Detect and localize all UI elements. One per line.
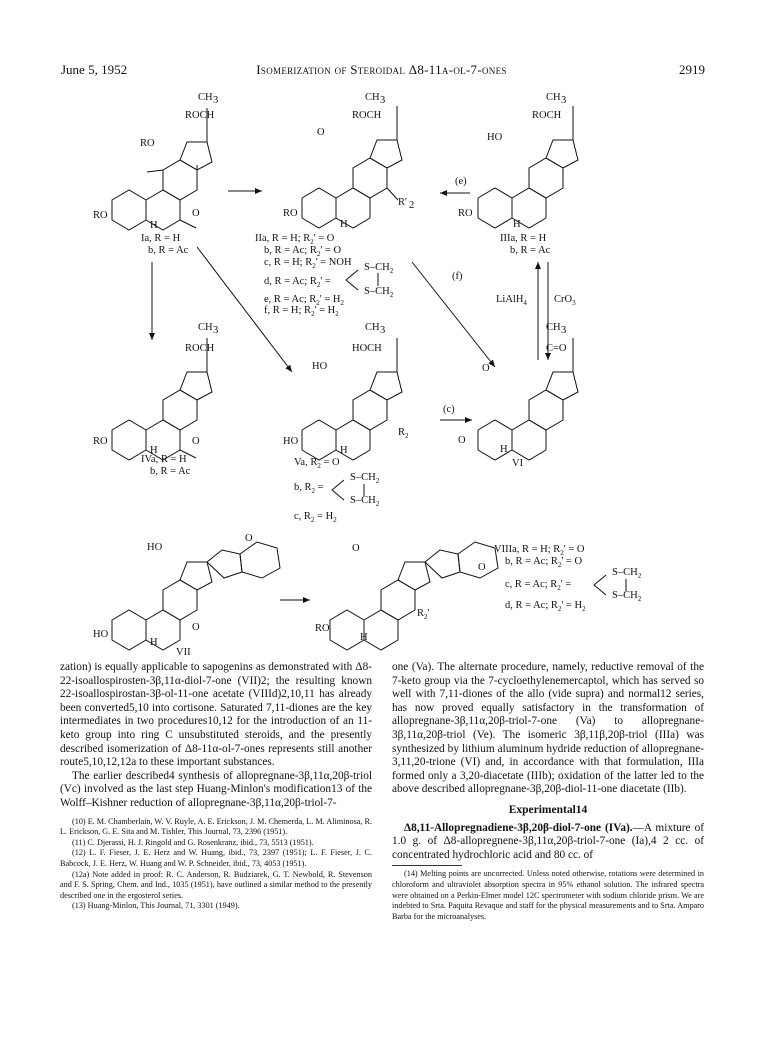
svg-text:HO: HO	[93, 629, 109, 640]
svg-text:(f): (f)	[452, 271, 463, 282]
label-Ia: Ia, R = H	[141, 233, 181, 244]
svg-text:d, R = Ac; R2' = H2: d, R = Ac; $R_2' = H_2$	[505, 600, 586, 613]
svg-text:CH: CH	[198, 322, 213, 333]
svg-text:O: O	[458, 435, 466, 446]
svg-text:H: H	[360, 632, 368, 643]
running-title: Isomerization of Steroidal Δ8-11α-ol-7-ones	[256, 62, 507, 77]
atom-roch-Ia: ROCH	[185, 110, 215, 121]
svg-text:O: O	[245, 533, 253, 544]
page-date: June 5, 1952	[61, 62, 128, 77]
svg-text:IIa, R = H; R2' = O: IIa, R = H; $R_2' = O$	[255, 233, 335, 246]
svg-text:S–CH2: $S-CH_2$	[364, 262, 394, 275]
structure-VII	[112, 542, 280, 650]
compound-name: Δ8,11-Allopregnadiene-3β,20β-diol-7-one (IVa).	[404, 821, 633, 834]
svg-text:H: H	[150, 637, 158, 648]
svg-text:HO: HO	[487, 132, 503, 143]
svg-text:O: O	[192, 208, 200, 219]
svg-text:ROCH: ROCH	[352, 110, 382, 121]
svg-text:CH: CH	[546, 92, 561, 103]
section-title: Experimental14	[508, 803, 588, 816]
svg-text:RO: RO	[93, 210, 108, 221]
svg-text:S–CH2: $S-CH_2$	[350, 495, 380, 508]
svg-text:H: H	[150, 445, 158, 456]
svg-text:H: H	[150, 220, 158, 231]
footnotes	[60, 817, 372, 912]
body-paragraph: one (Va). The alternate procedure, namely, reductive removal of the 7-keto group via the 7-cycloethylenemercaptol, which has served so well with 7,11-diones of the allo (vide supra) and normal12 series, has now proved equally satisfactory in the transformation of allopregnane-3β,11α,20β-triol-7-one (Va) to allopregnane-3β,11α,20β-triol (Ve). The isomeric 3β,11β,20β-triol (IIIa) was synthesized by lithium aluminum hydride reduction of allopregnane-3,11,20-trione (VI) and, in accordance with that formulation, IIIa formed only a 3,20-diacetate (IIIb); oxidation of the latter led to the above described allopregnane-3β,20β-diol-11-one diacetate (IIb).	[392, 661, 704, 796]
svg-text:HO: HO	[312, 361, 328, 372]
svg-text:H: H	[340, 219, 348, 230]
svg-text:S–CH2: $S-CH_2$	[612, 590, 642, 603]
left-column	[60, 661, 372, 912]
footnote-12a: (12a) Note added in proof: R. C. Anderson, R. Budziarek, G. T. Newbold, R. Stevenson and F. S. Spring, Chem. and Ind., 1035 (1951), have outlined a similar method to the presently described one in the ergosterol series.	[60, 869, 372, 900]
svg-text:c, R = Ac; R2' =: c, R = Ac; $R_2'$ =	[505, 579, 572, 592]
svg-text:b, R = Ac: b, R = Ac	[150, 466, 191, 477]
svg-text:IIIa, R = H: IIIa, R = H	[500, 233, 547, 244]
svg-text:RO: RO	[458, 208, 473, 219]
svg-text:ROCH: ROCH	[185, 343, 215, 354]
svg-text:R2: $R_2$	[398, 427, 409, 440]
svg-text:b, R = Ac; R2' = O: b, R = Ac; $R_2' = O$	[264, 245, 342, 258]
footnote-divider	[392, 865, 462, 866]
svg-text:3: 3	[380, 325, 386, 336]
page-number: 2919	[679, 62, 705, 77]
svg-text:VIIIa, R = H; R2' = O: VIIIa, R = H; $R_2' = O$	[494, 544, 585, 557]
svg-text:O: O	[192, 622, 200, 633]
label-Ib: b, R = Ac	[148, 245, 189, 256]
svg-text:R2': $R_2'$	[417, 608, 430, 621]
structure-Va	[302, 338, 402, 460]
structure-VIIIa	[330, 542, 498, 650]
svg-text:O: O	[192, 436, 200, 447]
footnote-10: (10) E. M. Chamberlain, W. V. Ruyle, A. E. Erickson, J. M. Chemerda, L. M. Aliminosa, R. L. Erickson, G. E. Sita and M. Tishler, This Journal, 73, 2396 (1951).	[60, 816, 372, 837]
svg-text:3: 3	[561, 325, 567, 336]
svg-text:O: O	[352, 543, 360, 554]
svg-text:HOCH: HOCH	[352, 343, 382, 354]
svg-text:RO: RO	[283, 208, 298, 219]
svg-text:c, R2 = H2: c, $R_2 = H_2$	[294, 511, 337, 524]
svg-text:H: H	[340, 445, 348, 456]
svg-text:CrO3: CrO$_3$	[554, 294, 576, 307]
svg-text:R': R'	[398, 197, 407, 208]
svg-text:O: O	[482, 363, 490, 374]
svg-text:e, R = Ac; R2' = H2: e, R = Ac; $R_2' = H_2$	[264, 294, 344, 307]
body-paragraph: zation) is equally applicable to sapogenins as demonstrated with Δ8-22-isoallospirosten-3β,11α-diol-7-one (VII)2; the resulting known 22-isoallospirostan-3β-ol-11-one acetate (VIIId)2,10,11 has already been converted5,10 into cortisone. Saturated 7,11-diones are the key intermediates in two procedures10,12 for the introduction of an 11-keto group into ring C unsubstituted steroids, and the presently described isomerization of Δ8-11α-ol-7-ones represents still another route5,10,12,12a to these important substances.	[60, 661, 372, 769]
svg-text:O: O	[478, 562, 486, 573]
structure-VI	[478, 338, 578, 460]
svg-text:b, R2 =: b, $R_2$ =	[294, 482, 324, 495]
atom-ch3-Ia: CH	[198, 92, 213, 103]
footnote-14: (14) Melting points are uncorrected. Unless noted otherwise, rotations were determined in chloroform and ultraviolet absorption spectra in 95% ethanol solution. The infrared spectra were obtained on a Perkin-Elmer model 12C spectrometer with sodium chloride prism. We are indebted to Srta. Paquita Revaque and staff for the physical measurements and to Srta. Amparo Barba for the microanalyses.	[392, 869, 704, 921]
footnote-11: (11) C. Djerassi, H. J. Ringold and G. Rosenkranz, ibid., 73, 5513 (1951).	[72, 837, 314, 847]
svg-text:VI: VI	[512, 458, 524, 469]
svg-text:ROCH: ROCH	[532, 110, 562, 121]
structure-IIa	[302, 106, 402, 228]
svg-text:3: 3	[561, 95, 567, 106]
svg-text:RO: RO	[315, 623, 330, 634]
svg-text:H: H	[500, 444, 508, 455]
svg-text:Va, R2 = O: Va, $R_2 = O$	[294, 457, 340, 470]
right-column	[392, 661, 704, 922]
svg-text:S–CH2: $S-CH_2$	[612, 567, 642, 580]
body-paragraph: The earlier described4 synthesis of allopregnane-3β,11α,20β-triol (Vc) involved as the last step Huang-Minlon's modification13 of the Wolff–Kishner reduction of allopregnane-3β,11α,20β-triol-7-	[60, 769, 372, 809]
svg-text:2: 2	[409, 200, 415, 211]
svg-text:b, R = Ac: b, R = Ac	[510, 245, 551, 256]
svg-text:O: O	[317, 127, 325, 138]
label-VII: VII	[176, 647, 191, 658]
svg-text:S–CH2: $S-CH_2$	[350, 472, 380, 485]
svg-text:b, R = Ac; R2' = O: b, R = Ac; $R_2' = O$	[505, 556, 583, 569]
footnote-12: (12) L. F. Fieser, J. E. Herz and W. Huang, ibid., 73, 2397 (1951); L. F. Fieser, J. C. Babcock, J. E. Herz, W. Huang and W. P. Schneider, ibid., 73, 4053 (1951).	[60, 848, 372, 868]
svg-text:H: H	[513, 219, 521, 230]
svg-text:f, R = H; R2' = H2: f, R = H; $R_2' = H_2$	[264, 305, 339, 318]
structure-IIIa	[478, 106, 578, 228]
svg-text:CH: CH	[365, 92, 380, 103]
experimental-text: —A mixture of 1.0 g. of Δ8-allopregnene-3β,11α,20β-triol-7-one (Ia),4 2 cc. of concentrated hydrochloric acid and 80 cc. of	[392, 821, 704, 861]
svg-text:3: 3	[213, 95, 219, 106]
svg-text:S–CH2: $S-CH_2$	[364, 286, 394, 299]
svg-text:RO: RO	[140, 138, 155, 149]
footnote-13: (13) Huang-Minlon, This Journal, 71, 3301 (1949).	[72, 901, 240, 911]
svg-text:CH: CH	[546, 322, 561, 333]
svg-text:d, R = Ac; R2' =: d, R = Ac; $R_2'$ =	[264, 276, 331, 289]
experimental-paragraph	[392, 822, 704, 863]
svg-text:3: 3	[213, 325, 219, 336]
svg-text:IVa, R = H: IVa, R = H	[141, 454, 187, 465]
svg-text:HO: HO	[283, 436, 299, 447]
svg-text:(c): (c)	[443, 404, 455, 415]
svg-text:CH: CH	[365, 322, 380, 333]
svg-text:C=O: C=O	[546, 343, 567, 354]
svg-text:c, R = H; R2' = NOH: c, R = H; $R_2'$ = NOH	[264, 257, 352, 270]
svg-text:RO: RO	[93, 436, 108, 447]
svg-text:(e): (e)	[455, 176, 467, 187]
svg-text:HO: HO	[147, 542, 163, 553]
svg-text:LiAlH4: LiAlH$_4$	[496, 294, 527, 307]
svg-text:3: 3	[380, 95, 386, 106]
